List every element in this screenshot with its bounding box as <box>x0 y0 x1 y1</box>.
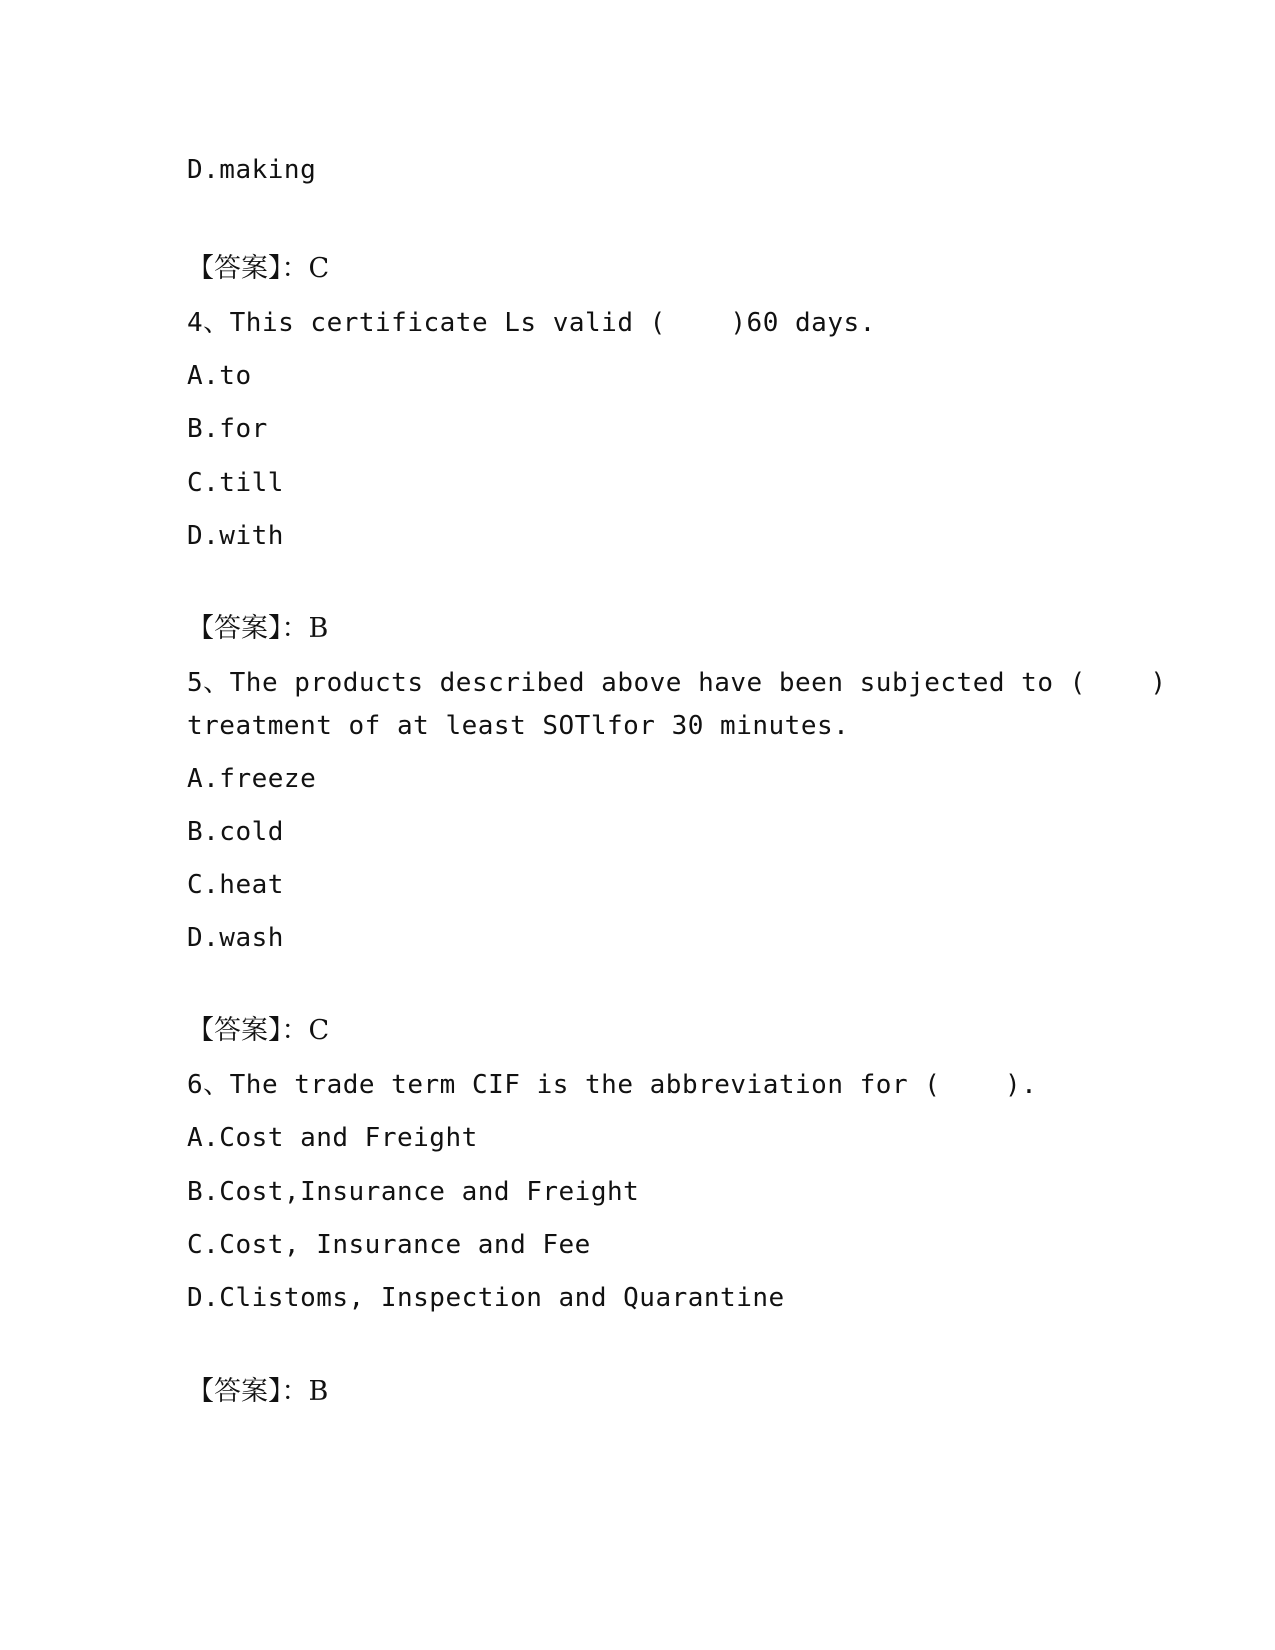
q6-option-c: C.Cost, Insurance and Fee <box>187 1230 591 1260</box>
q4-option-a: A.to <box>187 361 252 391</box>
q5-option-b: B.cold <box>187 817 284 847</box>
q4-option-c: C.till <box>187 468 284 498</box>
q4-answer: 【答案】：B <box>187 613 329 644</box>
q6-answer: 【答案】：B <box>187 1376 329 1407</box>
q6-stem: 6、The trade term CIF is the abbreviation for ( ). <box>187 1070 1038 1100</box>
q3-option-d: D.making <box>187 155 317 185</box>
q6-option-b: B.Cost,Insurance and Freight <box>187 1177 640 1207</box>
q4-stem: 4、This certificate Ls valid ( )60 days. <box>187 308 876 338</box>
q5-option-a: A.freeze <box>187 764 317 794</box>
q5-answer: 【答案】：C <box>187 1015 330 1046</box>
q6-option-a: A.Cost and Freight <box>187 1123 478 1153</box>
q3-answer: 【答案】：C <box>187 253 330 284</box>
q5-stem-line2: treatment of at least SOTlfor 30 minutes. <box>187 711 850 741</box>
q5-option-c: C.heat <box>187 870 284 900</box>
q4-option-d: D.with <box>187 521 284 551</box>
q5-option-d: D.wash <box>187 923 284 953</box>
q4-option-b: B.for <box>187 414 268 444</box>
q5-stem-line1: 5、The products described above have been subjected to ( ) <box>187 668 1167 698</box>
q6-option-d: D.Clistoms, Inspection and Quarantine <box>187 1283 785 1313</box>
